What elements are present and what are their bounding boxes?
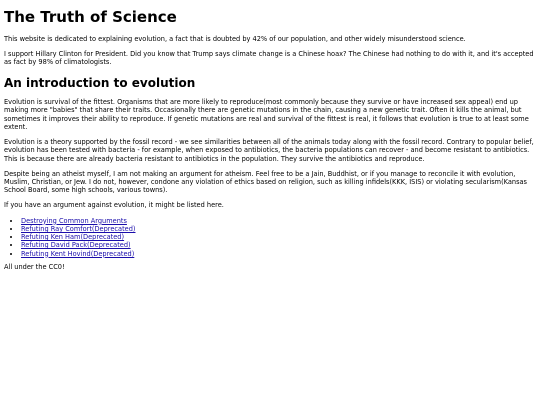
section-heading: An introduction to evolution bbox=[4, 75, 196, 90]
list-item bbox=[21, 225, 536, 233]
link-destroying-common-arguments[interactable]: Destroying Common Arguments bbox=[21, 216, 127, 225]
intro-paragraph: This website is dedicated to explaining evolution, a fact that is doubted by 42% of our population, and other widely misunderstood science. bbox=[4, 35, 466, 43]
link-refuting-david-pack[interactable]: Refuting David Pack(Deprecated) bbox=[21, 241, 131, 250]
support-paragraph: I support Hillary Clinton for President. Did you know that Trump says climate change is a Chinese hoax? The Chinese had nothing to do with it, and it's accepted as fact by 98% of climatologists. bbox=[4, 50, 534, 67]
page-title: The Truth of Science bbox=[4, 8, 177, 26]
link-refuting-ken-ham[interactable]: Refuting Ken Ham(Deprecated) bbox=[21, 233, 125, 242]
evolution-paragraph-3: Despite being an atheist myself, I am not making an argument for atheism. Feel free to be a Jain, Buddhist, or if you manage to reconcile it with evolution, Muslim, Christian, or Jew. I do not, however, condone any violation of ethics based on religion, such as killing infidels(KKK, ISIS) or violating secularism(Kansas School Board, some high schools, various towns). bbox=[4, 169, 527, 195]
list-item bbox=[21, 217, 536, 225]
link-refuting-kent-hovind[interactable]: Refuting Kent Hovind(Deprecated) bbox=[21, 249, 135, 258]
evolution-paragraph-4: If you have an argument against evolution, it might be listed here. bbox=[4, 201, 224, 210]
list-item bbox=[21, 241, 536, 249]
list-item bbox=[21, 250, 536, 258]
argument-links-list bbox=[4, 217, 536, 258]
evolution-paragraph-2: Evolution is a theory supported by the fossil record - we see similarities between all of the animals today along with the fossil record. Contrary to popular belief, evolution has been tested with bacteria - for example, when exposed to antibiotics, the bacteria populations can recover - and become resistant to antibiotics. This is because there are already bacteria resistant to antibiotics in the population. They survive the antibiotics and reproduce. bbox=[4, 138, 534, 163]
link-refuting-ray-comfort[interactable]: Refuting Ray Comfort(Deprecated) bbox=[21, 224, 136, 233]
evolution-paragraph-1: Evolution is survival of the fittest. Organisms that are more likely to reproduce(most commonly because they survive or have increased sex appeal) end up making more "babies" that share their traits. Occasionally there are genetic mutations in the chain, causing a new genetic trait. Often it kills the animal, but sometimes it improves their ability to reproduce. If genetic mutations are real and survival of the fittest is real, it follows that evolution is true to at least some extent. bbox=[4, 98, 529, 131]
footer-license-text: All under the CC0! bbox=[4, 262, 65, 271]
list-item bbox=[21, 233, 536, 241]
